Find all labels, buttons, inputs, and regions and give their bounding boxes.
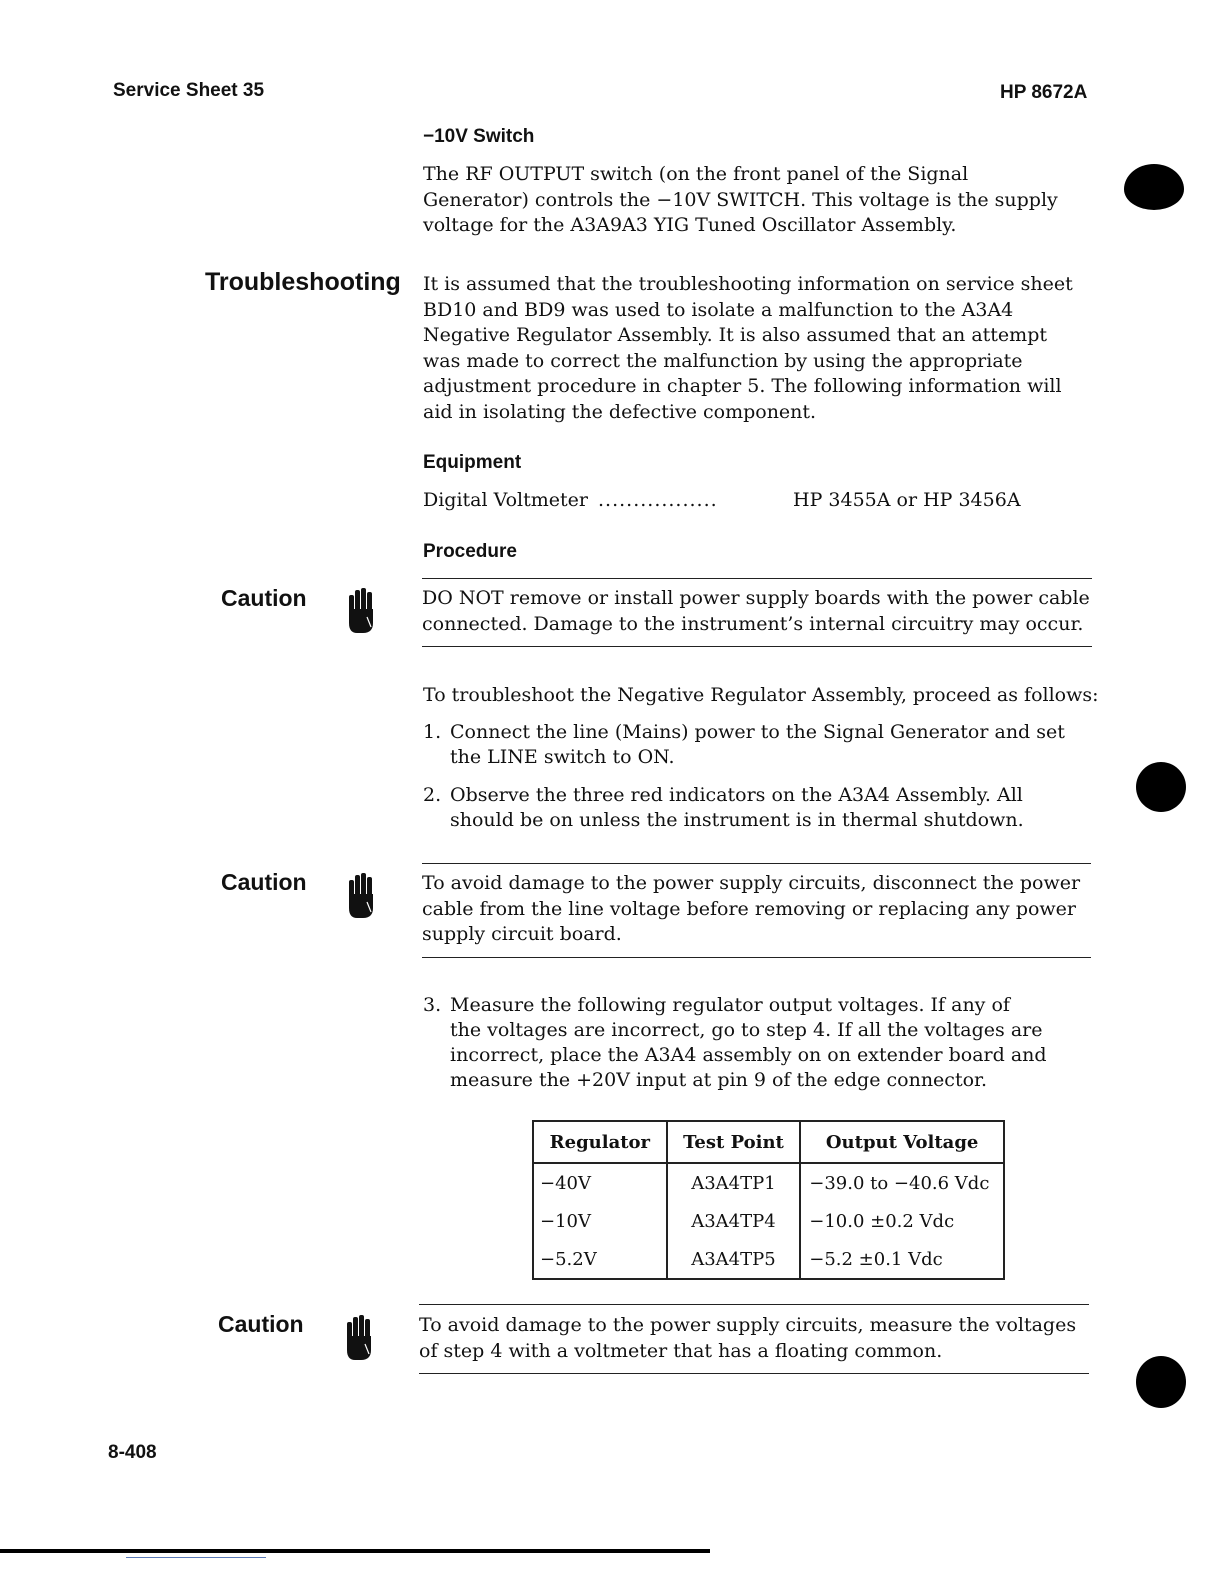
test-point-cell: A3A4TP1 xyxy=(667,1163,801,1202)
text-line: Measure the following regulator output voltages. If any of xyxy=(450,994,1010,1016)
step-number: 3. xyxy=(423,994,442,1016)
caution-label: Caution xyxy=(221,869,307,895)
test-point-cell: A3A4TP5 xyxy=(667,1240,801,1279)
column-header-output-voltage: Output Voltage xyxy=(800,1121,1004,1163)
procedure-intro: To troubleshoot the Negative Regulator Assembly, proceed as follows: xyxy=(423,684,1099,706)
equipment-item-name: Digital Voltmeter xyxy=(423,489,588,511)
header-section-label: Service Sheet 35 xyxy=(113,80,265,101)
text-line: measure the +20V input at pin 9 of the edge connector. xyxy=(450,1069,988,1091)
column-header-test-point: Test Point xyxy=(667,1121,801,1163)
text-line: the voltages are incorrect, go to step 4. If all the voltages are xyxy=(450,1019,1043,1041)
text-line: To avoid damage to the power supply circuits, disconnect the power xyxy=(422,872,1081,894)
caution-label: Caution xyxy=(221,585,307,611)
punch-hole-mark xyxy=(1124,164,1184,210)
step-text xyxy=(450,783,1024,833)
table-row xyxy=(533,1163,1004,1202)
step-text xyxy=(450,993,1047,1093)
caution-bottom-rule xyxy=(422,957,1091,958)
text-line: cable from the line voltage before removing or replacing any power xyxy=(422,897,1077,920)
step-item xyxy=(423,993,1083,1097)
equipment-heading: Equipment xyxy=(423,452,522,473)
punch-hole-mark xyxy=(1136,1356,1186,1408)
caution-bottom-rule xyxy=(419,1373,1089,1374)
text-line: BD10 and BD9 was used to isolate a malfunction to the A3A4 xyxy=(423,298,1014,321)
regulator-table xyxy=(532,1120,1005,1280)
text-line: should be on unless the instrument is in thermal shutdown. xyxy=(450,809,1024,831)
text-line: aid in isolating the defective component. xyxy=(423,400,817,423)
text-line: It is assumed that the troubleshooting information on service sheet xyxy=(423,273,1073,295)
caution-top-rule xyxy=(419,1304,1089,1305)
text-line: of step 4 with a voltmeter that has a floating common. xyxy=(419,1339,943,1362)
text-line: connected. Damage to the instrument’s internal circuitry may occur. xyxy=(422,612,1084,635)
step-number: 1. xyxy=(423,721,442,743)
scan-edge-line xyxy=(0,1549,710,1553)
procedure-heading: Procedure xyxy=(423,541,517,562)
header-model: HP 8672A xyxy=(1000,82,1088,103)
scan-edge-line xyxy=(126,1557,266,1558)
caution-hand-icon xyxy=(343,587,379,637)
step-item xyxy=(423,720,1083,772)
table-header-row xyxy=(533,1121,1004,1163)
text-line: DO NOT remove or install power supply boards with the power cable xyxy=(422,587,1090,609)
page-number: 8-408 xyxy=(108,1442,157,1463)
caution-top-rule xyxy=(422,578,1092,579)
caution-bottom-rule xyxy=(422,646,1092,647)
step-number: 2. xyxy=(423,784,442,806)
switch-heading: −10V Switch xyxy=(423,126,535,147)
caution-hand-icon xyxy=(343,872,379,922)
text-line: Negative Regulator Assembly. It is also assumed that an attempt xyxy=(423,324,1047,346)
output-voltage-cell: −5.2 ±0.1 Vdc xyxy=(800,1240,1004,1279)
text-line: Connect the line (Mains) power to the Signal Generator and set xyxy=(450,721,1065,743)
regulator-cell: −40V xyxy=(533,1163,667,1202)
table-row xyxy=(533,1240,1004,1279)
text-line: voltage for the A3A9A3 YIG Tuned Oscillator Assembly. xyxy=(423,214,957,236)
step-text xyxy=(450,720,1065,770)
caution-top-rule xyxy=(422,863,1091,864)
switch-paragraph xyxy=(423,162,1058,239)
equipment-model: HP 3455A or HP 3456A xyxy=(793,489,1021,511)
caution-hand-icon xyxy=(341,1314,377,1364)
text-line: was made to correct the malfunction by using the appropriate xyxy=(423,349,1023,372)
caution-text xyxy=(419,1313,1076,1364)
output-voltage-cell: −10.0 ±0.2 Vdc xyxy=(800,1202,1004,1240)
text-line: Observe the three red indicators on the A3A4 Assembly. All xyxy=(450,784,1023,806)
text-line: the LINE switch to ON. xyxy=(450,746,675,768)
text-line: Generator) controls the −10V SWITCH. This voltage is the supply xyxy=(423,188,1058,211)
text-line: To avoid damage to the power supply circuits, measure the voltages xyxy=(419,1314,1077,1336)
test-point-cell: A3A4TP4 xyxy=(667,1202,801,1240)
equipment-dot-leader: ................. xyxy=(598,489,718,511)
output-voltage-cell: −39.0 to −40.6 Vdc xyxy=(800,1163,1004,1202)
troubleshooting-label: Troubleshooting xyxy=(205,268,401,296)
text-line: adjustment procedure in chapter 5. The following information will xyxy=(423,375,1062,397)
table-row xyxy=(533,1202,1004,1240)
text-line: supply circuit board. xyxy=(422,923,622,945)
regulator-cell: −10V xyxy=(533,1202,667,1240)
troubleshooting-paragraph xyxy=(423,272,1073,425)
column-header-regulator: Regulator xyxy=(533,1121,667,1163)
caution-label: Caution xyxy=(218,1311,304,1337)
caution-text xyxy=(422,871,1080,948)
text-line: incorrect, place the A3A4 assembly on on extender board and xyxy=(450,1044,1047,1066)
punch-hole-mark xyxy=(1136,762,1186,812)
step-item xyxy=(423,783,1083,835)
text-line: The RF OUTPUT switch (on the front panel of the Signal xyxy=(423,163,969,185)
regulator-cell: −5.2V xyxy=(533,1240,667,1279)
caution-text xyxy=(422,586,1090,637)
